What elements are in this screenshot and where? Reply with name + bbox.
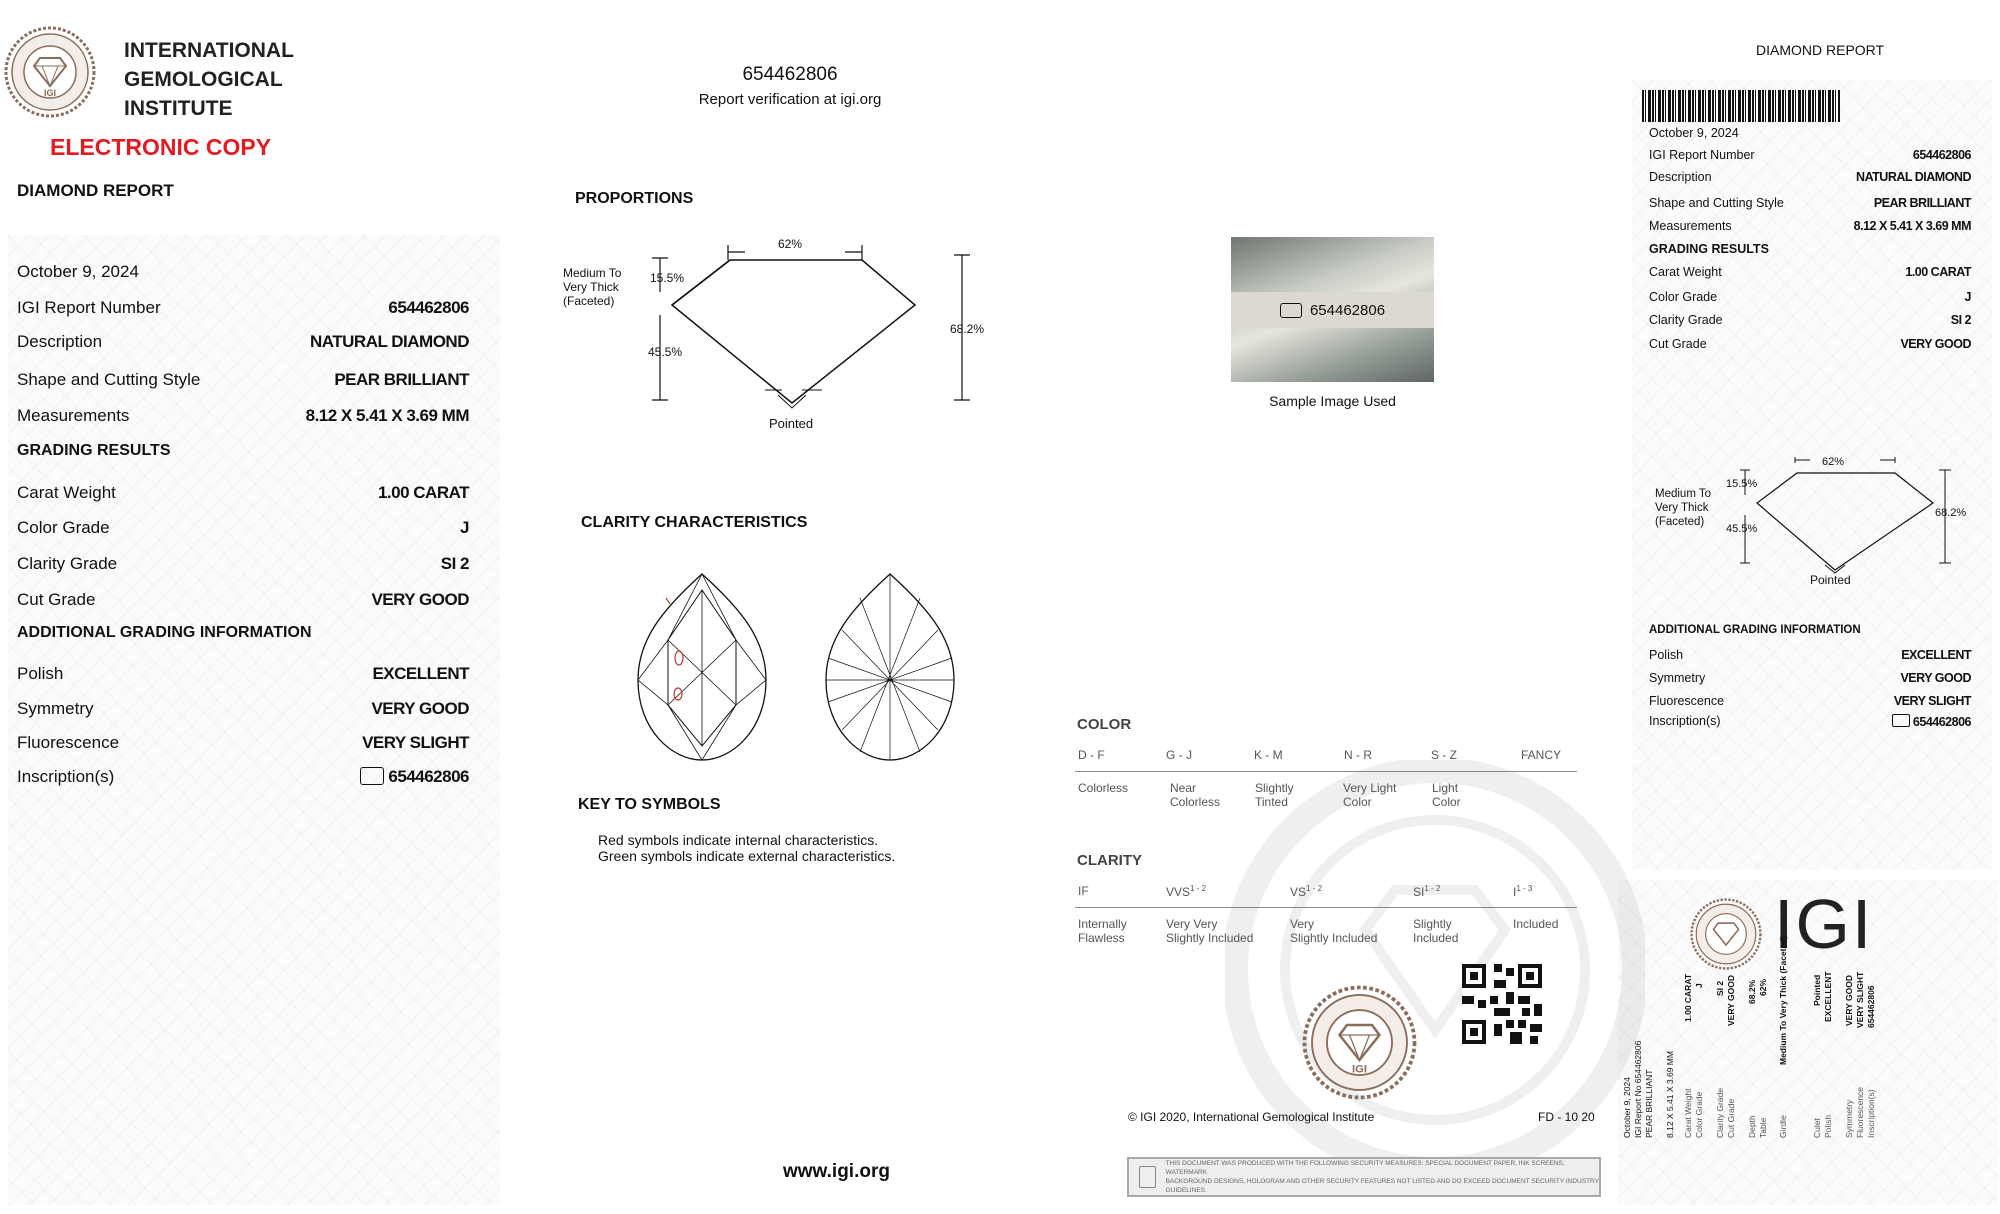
row-value <box>360 767 469 787</box>
proportions-pavilion-label: 45.5% <box>648 345 683 359</box>
label-line: Slightly Included <box>1166 931 1254 945</box>
right-row-symmetry <box>1649 671 1971 685</box>
right-row-carat <box>1649 265 1971 279</box>
right-row-inscription <box>1649 714 1971 729</box>
grade-sup: 1 - 3 <box>1516 884 1533 893</box>
qr-code-icon[interactable] <box>1462 964 1542 1044</box>
grade-sup: 1 - 2 <box>1190 884 1207 893</box>
left-row-polish <box>17 664 469 684</box>
stub-info-1: IGI Report No 654462806 <box>1633 1040 1643 1138</box>
row-label: Carat Weight <box>1649 265 1722 279</box>
row-value: J <box>460 518 469 537</box>
label-line: Near <box>1170 781 1197 795</box>
proportions-title: PROPORTIONS <box>575 190 694 207</box>
stub-value-5: 62% <box>1758 978 1768 996</box>
right-depth-label: 68.2% <box>1935 507 1967 519</box>
stub-value-9: VERY GOOD <box>1844 974 1854 1026</box>
right-row-color <box>1649 290 1971 304</box>
proportions-diagram <box>560 230 1010 430</box>
row-label: IGI Report Number <box>17 298 161 317</box>
label-line: Very <box>1290 917 1315 931</box>
right-additional-title: ADDITIONAL GRADING INFORMATION <box>1649 624 1861 636</box>
proportions-culet-label: Pointed <box>769 416 814 431</box>
stub-label-6: Girdle <box>1778 1115 1788 1138</box>
clarity-grade-vs <box>1290 884 1322 899</box>
left-row-description <box>17 332 469 352</box>
stub-value-8: EXCELLENT <box>1823 971 1833 1022</box>
key-to-symbols-title: KEY TO SYMBOLS <box>578 796 721 813</box>
label-line: Very Very <box>1166 917 1218 931</box>
color-grade-nr: N - R <box>1344 748 1372 762</box>
girdle-line1: Medium To <box>563 266 622 280</box>
sample-caption: Sample Image Used <box>1269 393 1396 409</box>
copyright-text: © IGI 2020, International Gemological Institute <box>1128 1110 1375 1124</box>
row-label: Cut Grade <box>17 590 96 609</box>
grade-text: SI <box>1413 885 1425 899</box>
org-name-line1: INTERNATIONAL <box>124 39 294 62</box>
row-value: EXCELLENT <box>372 664 469 683</box>
right-row-shape <box>1649 196 1971 210</box>
row-label: Symmetry <box>1649 671 1706 685</box>
color-grade-km: K - M <box>1254 748 1283 762</box>
row-value: VERY GOOD <box>1900 671 1971 685</box>
igi-inscription-icon <box>1892 714 1910 727</box>
row-label: Fluorescence <box>1649 694 1725 708</box>
clarity-label-vs <box>1290 917 1377 945</box>
girdle-line1: Medium To <box>1655 488 1712 500</box>
grade-text: VVS <box>1166 885 1191 899</box>
girdle-line2: Very Thick <box>563 280 619 294</box>
row-value: PEAR BRILLIANT <box>1873 196 1971 210</box>
right-row-description <box>1649 170 1971 184</box>
label-line: Included <box>1413 931 1459 945</box>
row-value: NATURAL DIAMOND <box>309 332 469 351</box>
proportions-girdle-label <box>563 266 621 308</box>
grade-sup: 1 - 2 <box>1424 884 1441 893</box>
stub-value-7: Pointed <box>1812 974 1822 1006</box>
row-label: Clarity Grade <box>1649 313 1723 327</box>
clarity-plot-crown-view <box>632 570 772 765</box>
igi-logo-text: IGI <box>1774 885 1874 963</box>
igi-seal-small-icon <box>1690 898 1762 970</box>
clarity-label-si <box>1413 917 1458 945</box>
stub-label-9: Symmetry <box>1844 1099 1854 1138</box>
proportions-crown-label: 15.5% <box>650 271 685 285</box>
stub-value-2: SI 2 <box>1715 980 1725 996</box>
security-text <box>1166 1159 1599 1195</box>
stub-label-8: Polish <box>1823 1114 1833 1138</box>
clarity-plot-pavilion-view <box>820 570 960 765</box>
label-line: Flawless <box>1078 931 1125 945</box>
barcode <box>1642 90 1840 122</box>
row-value <box>1892 714 1971 729</box>
row-value: VERY SLIGHT <box>1893 694 1971 708</box>
row-label: Polish <box>17 664 64 683</box>
lock-icon <box>1139 1166 1156 1188</box>
row-value: VERY GOOD <box>1900 337 1971 351</box>
girdle-line3: (Faceted) <box>1655 516 1705 528</box>
row-value: SI 2 <box>1950 313 1971 327</box>
clarity-grade-si <box>1413 884 1440 899</box>
right-pavilion-label: 45.5% <box>1726 523 1758 535</box>
stub-label-3: Cut Grade <box>1726 1098 1736 1138</box>
row-value: EXCELLENT <box>1901 648 1971 662</box>
row-label: Inscription(s) <box>1649 714 1721 728</box>
color-label-slightly-tinted <box>1255 781 1294 809</box>
website-link[interactable]: www.igi.org <box>783 1161 890 1182</box>
form-code: FD - 10 20 <box>1538 1110 1595 1124</box>
row-label: Description <box>1649 170 1712 184</box>
igi-inscription-icon <box>360 767 384 785</box>
stub-value-6: Medium To Very Thick (Faceted) <box>1778 935 1788 1065</box>
stub-label-11: Inscription(s) <box>1866 1089 1876 1138</box>
row-value: NATURAL DIAMOND <box>1856 170 1971 184</box>
right-row-cut <box>1649 337 1971 351</box>
left-row-cut <box>17 590 469 610</box>
color-label-light <box>1432 781 1461 809</box>
right-row-fluorescence <box>1649 694 1971 708</box>
inscription-number: 654462806 <box>1912 715 1971 729</box>
left-row-shape <box>17 370 469 390</box>
stub-info-3: 8.12 X 5.41 X 3.69 MM <box>1665 1051 1675 1138</box>
row-label: Measurements <box>17 406 130 425</box>
svg-text:IGI: IGI <box>43 88 57 98</box>
security-line1: THIS DOCUMENT WAS PRODUCED WITH THE FOLLOWING SECURITY MEASURES: SPECIAL DOCUMENT PAPER, INK SCREENS, WATERMARK <box>1165 1160 1565 1176</box>
stub-value-0: 1.00 CARAT <box>1683 973 1693 1022</box>
label-line: Slightly Included <box>1290 931 1378 945</box>
sample-inscription-band <box>1231 292 1434 328</box>
report-number-header: 654462806 <box>742 64 838 85</box>
left-row-report-number <box>17 298 469 318</box>
sample-diamond-image <box>1231 237 1434 382</box>
stub-label-0: Carat Weight <box>1683 1088 1693 1138</box>
left-row-inscription <box>17 767 469 787</box>
clarity-label-vvs <box>1166 917 1253 945</box>
row-label: Inscription(s) <box>17 767 115 786</box>
row-value: 1.00 CARAT <box>377 483 469 502</box>
stub-value-4: 68.2% <box>1747 979 1757 1004</box>
row-label: Polish <box>1649 648 1684 662</box>
clarity-label-i <box>1513 917 1558 931</box>
color-label-near-colorless <box>1170 781 1220 809</box>
color-label-very-light <box>1343 781 1396 809</box>
report-date: October 9, 2024 <box>17 262 139 281</box>
right-culet-label: Pointed <box>1810 573 1851 587</box>
label-line: Color <box>1343 795 1372 809</box>
row-value: 1.00 CARAT <box>1905 265 1971 279</box>
stub-label-7: Culet <box>1812 1118 1822 1138</box>
label-line: Slightly <box>1413 917 1452 931</box>
svg-text:IGI: IGI <box>1351 1063 1368 1076</box>
color-grade-sz: S - Z <box>1431 748 1457 762</box>
right-row-measurements <box>1649 219 1971 233</box>
org-name-line2: GEMOLOGICAL <box>124 68 283 91</box>
grade-text: IF <box>1078 884 1089 898</box>
right-girdle-label <box>1655 487 1711 529</box>
right-table-label: 62% <box>1822 456 1845 468</box>
label-line: Tinted <box>1255 795 1288 809</box>
color-label-colorless <box>1078 781 1128 795</box>
security-line2: BACKGROUND DESIGNS, HOLOGRAM AND OTHER SECURITY FEATURES NOT LISTED AND DO EXCEED DOCUMENT SECURITY INDUSTRY GUIDELINES. <box>1165 1178 1599 1194</box>
proportions-table-label: 62% <box>778 237 803 251</box>
row-label: Carat Weight <box>17 483 116 502</box>
clarity-scale-title: CLARITY <box>1077 852 1142 869</box>
proportions-depth-label: 68.2% <box>950 322 985 336</box>
igi-seal-bottom-icon <box>1302 985 1417 1100</box>
row-label: Fluorescence <box>17 733 120 752</box>
left-additional-title: ADDITIONAL GRADING INFORMATION <box>17 624 312 641</box>
right-row-polish <box>1649 648 1971 662</box>
clarity-grade-i <box>1513 884 1532 899</box>
clarity-grade-if <box>1078 884 1089 898</box>
girdle-line2: Very Thick <box>1655 502 1709 514</box>
igi-seal-icon <box>4 26 96 118</box>
row-label: IGI Report Number <box>1649 148 1755 162</box>
stub-label-10: Fluorescence <box>1855 1086 1865 1138</box>
sample-inscription-number: 654462806 <box>1309 301 1386 319</box>
label-line: Colorless <box>1078 781 1129 795</box>
row-label: Shape and Cutting Style <box>1649 196 1784 210</box>
row-value: SI 2 <box>440 554 469 573</box>
inscription-number: 654462806 <box>388 767 469 786</box>
report-verification: Report verification at igi.org <box>698 91 882 108</box>
org-name-line3: INSTITUTE <box>124 97 233 120</box>
stub-value-10: VERY SLIGHT <box>1855 971 1865 1028</box>
row-label: Color Grade <box>17 518 110 537</box>
stub-value-1: J <box>1694 983 1704 988</box>
left-row-measurements <box>17 406 469 426</box>
left-date-row <box>17 262 469 282</box>
grade-sup: 1 - 2 <box>1306 884 1323 893</box>
clarity-label-if <box>1078 917 1127 945</box>
row-value: VERY GOOD <box>371 699 469 718</box>
row-value: 8.12 X 5.41 X 3.69 MM <box>305 406 469 425</box>
stub-info-2: PEAR BRILLIANT <box>1644 1069 1654 1138</box>
row-label: Color Grade <box>1649 290 1718 304</box>
clarity-grade-vvs <box>1166 884 1206 899</box>
security-notice-box <box>1127 1157 1601 1197</box>
right-row-report-number <box>1649 148 1971 162</box>
stub-label-5: Table <box>1758 1117 1768 1138</box>
row-label: Symmetry <box>17 699 94 718</box>
right-crown-label: 15.5% <box>1726 478 1758 490</box>
grade-text: I <box>1513 885 1517 899</box>
color-scale-title: COLOR <box>1077 716 1132 733</box>
left-row-color <box>17 518 469 538</box>
label-line: Internally <box>1078 917 1127 931</box>
clarity-characteristics-title: CLARITY CHARACTERISTICS <box>581 514 808 531</box>
key-green-text: Green symbols indicate external characteristics. <box>598 848 896 864</box>
row-value: 654462806 <box>388 298 469 317</box>
stub-info-0: October 9, 2024 <box>1622 1077 1632 1138</box>
stub-value-11: 654462806 <box>1866 985 1876 1028</box>
left-row-fluorescence <box>17 733 469 753</box>
electronic-copy-label: ELECTRONIC COPY <box>50 134 272 160</box>
clarity-scale-line <box>1075 907 1577 908</box>
row-label: Cut Grade <box>1649 337 1707 351</box>
row-value: 8.12 X 5.41 X 3.69 MM <box>1853 219 1971 233</box>
label-line: Slightly <box>1255 781 1294 795</box>
key-red-text: Red symbols indicate internal characteristics. <box>598 832 879 848</box>
row-value: J <box>1964 290 1971 304</box>
right-date: October 9, 2024 <box>1649 126 1739 140</box>
row-value: VERY GOOD <box>371 590 469 609</box>
left-row-symmetry <box>17 699 469 719</box>
row-label: Clarity Grade <box>17 554 118 573</box>
label-line: Light <box>1432 781 1459 795</box>
stub-label-2: Clarity Grade <box>1715 1087 1725 1138</box>
stub-value-3: VERY GOOD <box>1726 974 1736 1026</box>
left-report-title: DIAMOND REPORT <box>17 181 174 200</box>
label-line: Included <box>1513 917 1559 931</box>
label-line: Color <box>1432 795 1461 809</box>
row-value: 654462806 <box>1912 148 1971 162</box>
org-name <box>124 36 294 123</box>
right-proportions-diagram <box>1735 455 1955 585</box>
left-row-clarity <box>17 554 469 574</box>
label-line: Colorless <box>1170 795 1221 809</box>
girdle-line3: (Faceted) <box>563 294 615 308</box>
igi-inscription-icon <box>1280 303 1302 318</box>
label-line: Very Light <box>1343 781 1397 795</box>
stub-label-4: Depth <box>1747 1115 1757 1138</box>
right-grading-title: GRADING RESULTS <box>1649 242 1769 256</box>
left-grading-title: GRADING RESULTS <box>17 442 171 459</box>
color-grade-gj: G - J <box>1166 748 1192 762</box>
row-value: VERY SLIGHT <box>362 733 469 752</box>
right-row-clarity <box>1649 313 1971 327</box>
row-value: PEAR BRILLIANT <box>334 370 469 389</box>
row-label: Measurements <box>1649 219 1732 233</box>
color-scale-line <box>1075 771 1577 772</box>
stub-label-1: Color Grade <box>1694 1091 1704 1138</box>
grade-text: VS <box>1290 885 1307 899</box>
color-grade-fancy: FANCY <box>1521 748 1562 762</box>
row-label: Description <box>17 332 103 351</box>
left-row-carat <box>17 483 469 503</box>
row-label: Shape and Cutting Style <box>17 370 201 389</box>
right-report-title: DIAMOND REPORT <box>1756 42 1885 58</box>
color-grade-df: D - F <box>1078 748 1105 762</box>
